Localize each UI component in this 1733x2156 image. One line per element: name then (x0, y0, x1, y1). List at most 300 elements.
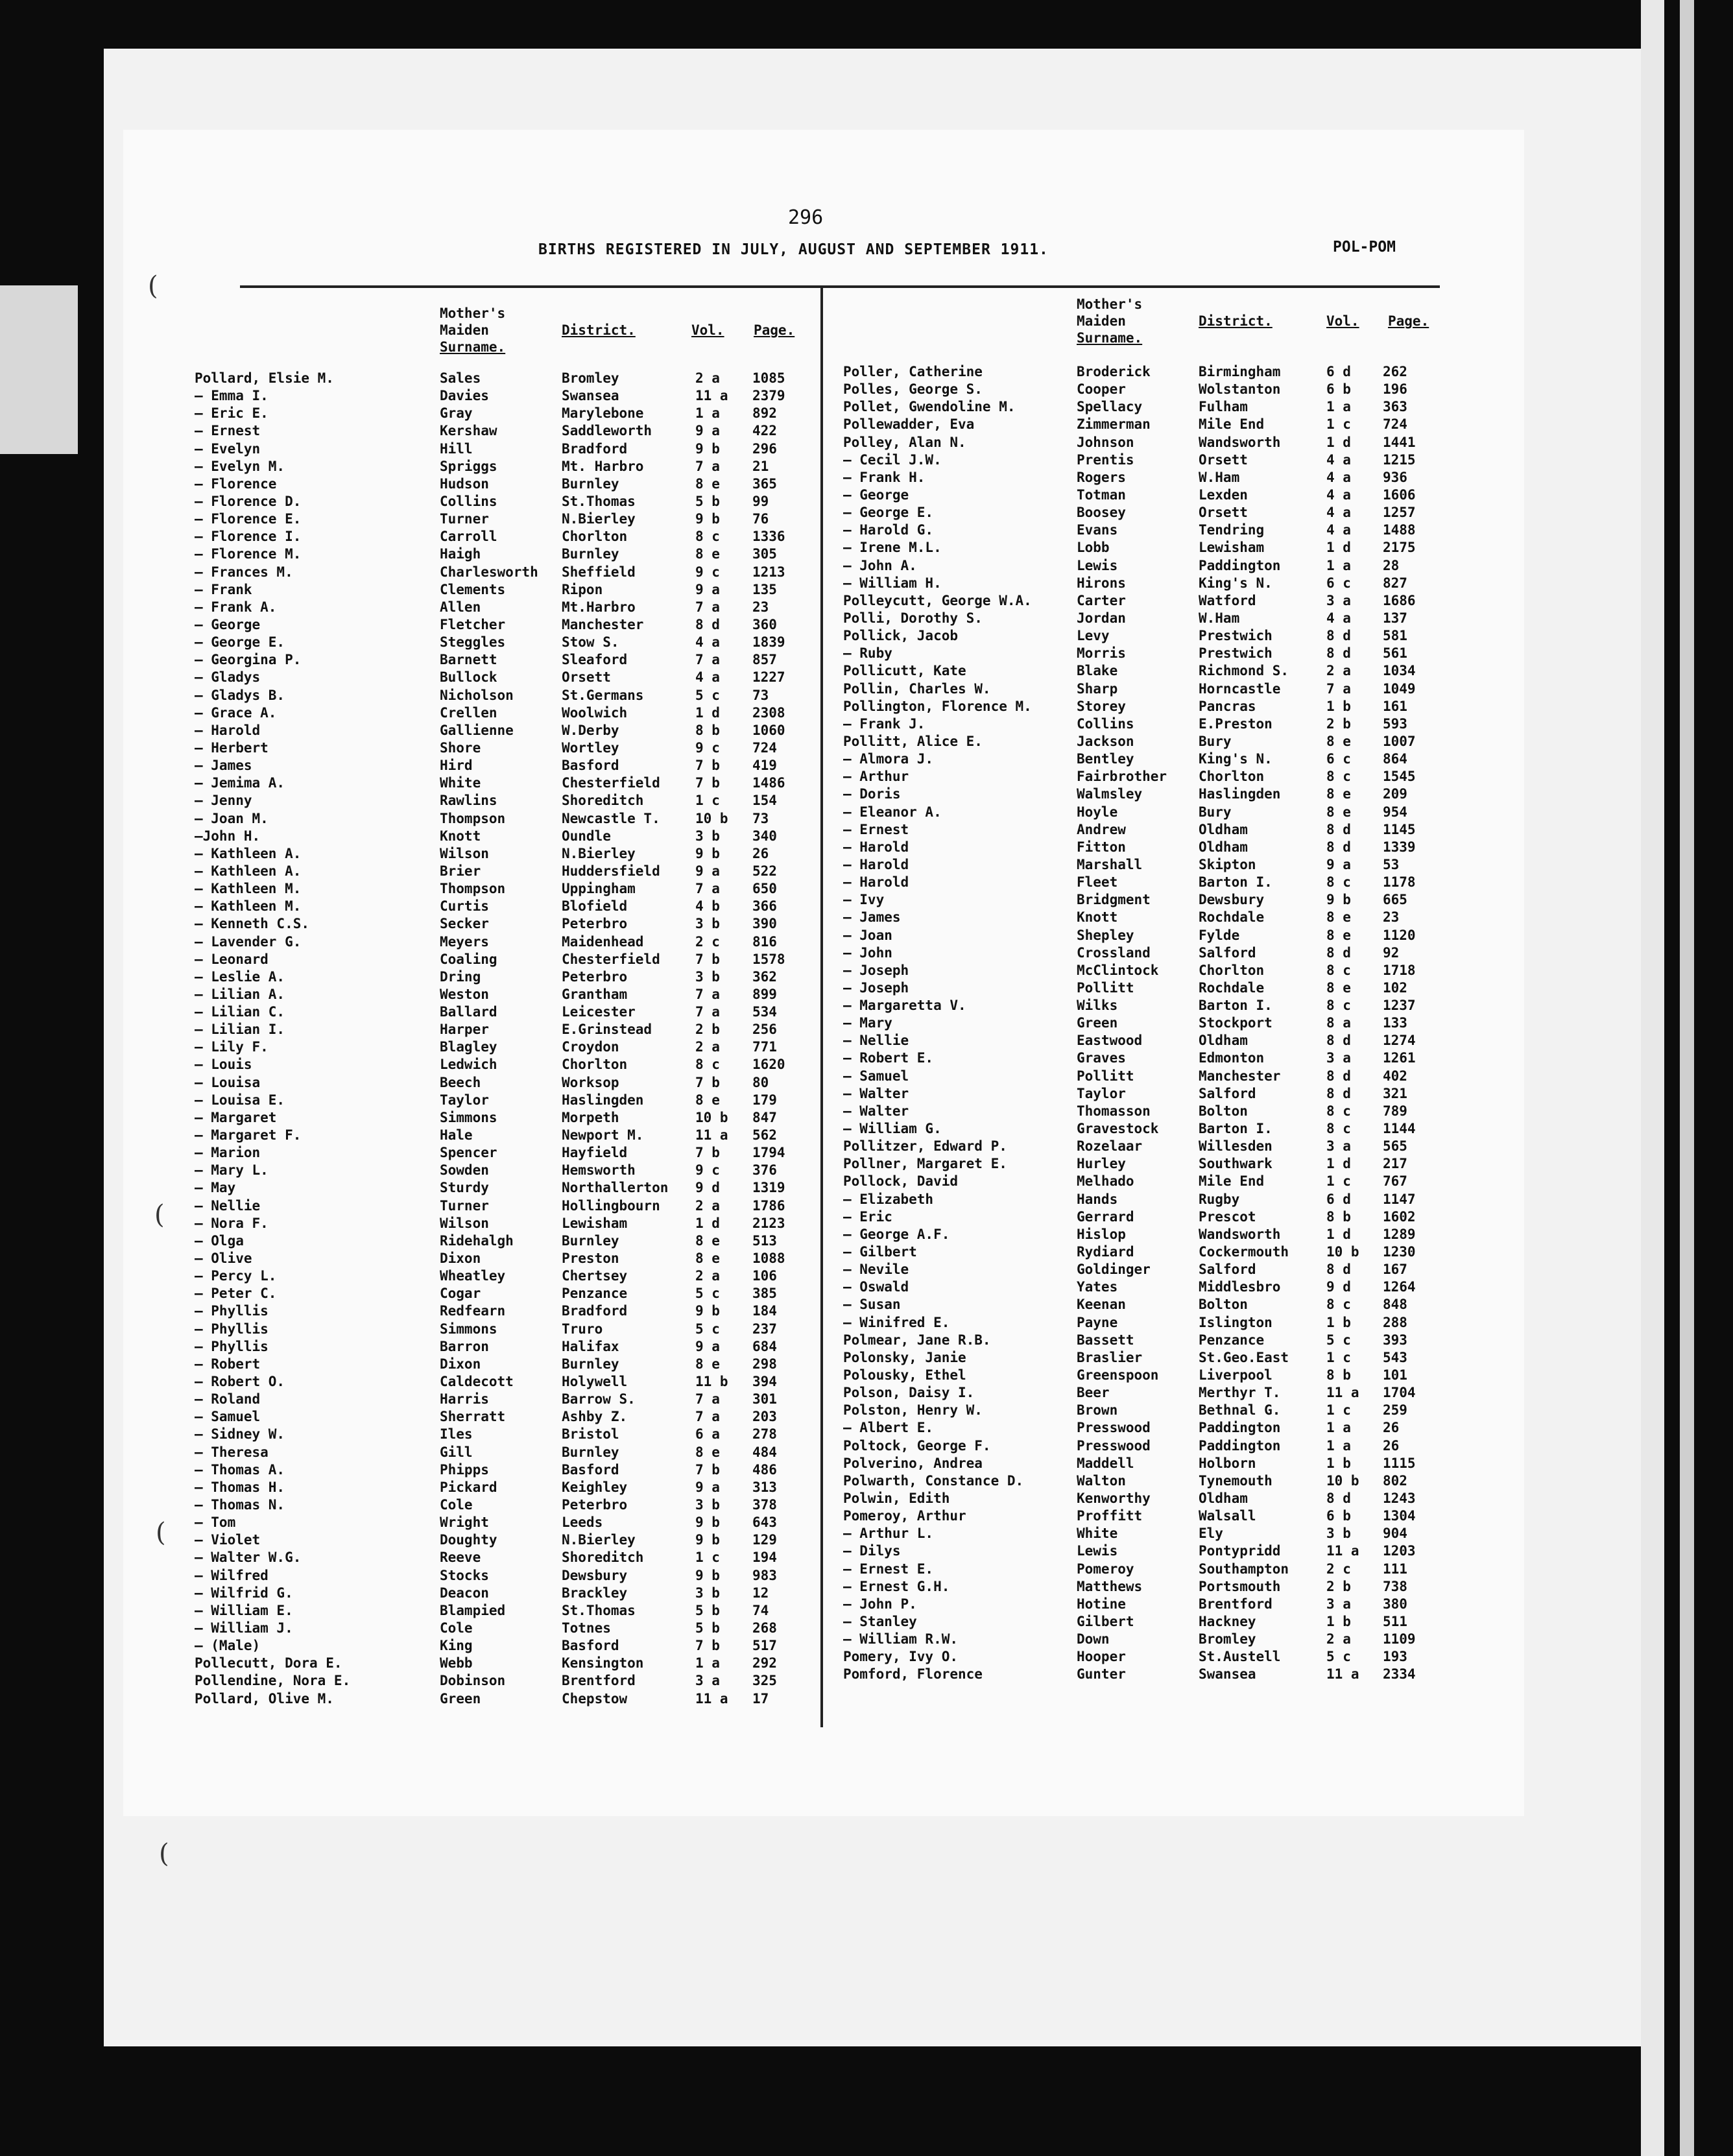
entry-name: Polston, Henry W. (843, 1402, 983, 1419)
entry-vol: 8 e (1326, 927, 1351, 943)
entry-vol: 2 a (695, 370, 720, 386)
entry-district: Woolwich (562, 704, 628, 721)
entry-page: 1007 (1383, 733, 1416, 749)
entry-maiden: Yates (1077, 1279, 1118, 1295)
entry-name: — Sidney W. (195, 1426, 285, 1443)
entry-district: Rugby (1199, 1191, 1240, 1207)
entry-page: 102 (1383, 979, 1407, 996)
entry-maiden: Harris (440, 1391, 489, 1407)
entry-page: 278 (752, 1426, 777, 1443)
entry-page: 1578 (752, 951, 785, 967)
entry-name: — Eric (843, 1208, 892, 1225)
entry-name: Poller, Catherine (843, 364, 983, 379)
entry-name: — George E. (843, 505, 934, 521)
entry-name: — Stanley (843, 1613, 917, 1629)
entry-name: — Theresa (195, 1444, 269, 1460)
entry-vol: 8 e (695, 546, 720, 562)
entry-vol: 8 e (1326, 804, 1351, 820)
entry-vol: 8 e (1326, 909, 1351, 926)
entry-name: — Georgina P. (195, 652, 302, 668)
entry-name: — Joseph (843, 962, 909, 978)
entry-name: — Robert E. (843, 1050, 934, 1066)
entry-page: 262 (1383, 364, 1407, 379)
entry-page: 1178 (1383, 874, 1416, 891)
entry-maiden: Iles (440, 1426, 473, 1443)
entry-name: Poltock, George F. (843, 1437, 991, 1454)
entry-page: 1486 (752, 775, 785, 791)
entry-name: — Margaret (195, 1109, 277, 1125)
entry-page: 193 (1383, 1649, 1407, 1665)
entry-page: 133 (1383, 1015, 1407, 1031)
entry-vol: 7 a (695, 599, 720, 615)
entry-maiden: Wright (440, 1515, 489, 1531)
entry-vol: 7 b (695, 1461, 720, 1478)
entry-maiden: Brown (1077, 1402, 1118, 1419)
entry-page: 378 (752, 1497, 777, 1513)
entry-page: 2379 (752, 388, 785, 404)
entry-vol: 7 a (695, 458, 720, 474)
entry-maiden: Weston (440, 986, 489, 1002)
entry-vol: 9 b (695, 845, 720, 861)
entry-name: — James (843, 909, 901, 926)
entry-maiden: Boosey (1077, 505, 1126, 521)
entry-maiden: Beech (440, 1074, 481, 1090)
entry-name: — Doris (843, 786, 901, 802)
entry-district: Saddleworth (562, 423, 652, 439)
entry-maiden: Hird (440, 758, 473, 774)
entry-maiden: Jordan (1077, 610, 1126, 626)
entry-page: 1034 (1383, 663, 1416, 679)
entry-page: 899 (752, 986, 777, 1002)
entry-maiden: Hands (1077, 1191, 1118, 1207)
entry-page: 74 (752, 1602, 769, 1618)
entry-name: — Arthur L. (843, 1526, 934, 1542)
entry-vol: 2 a (695, 1197, 720, 1214)
entry-district: Oldham (1199, 1491, 1248, 1506)
maiden-header-line3: Surname. (440, 339, 506, 355)
entry-district: Salford (1199, 1262, 1256, 1278)
entry-name: — Margaret F. (195, 1127, 302, 1144)
entry-name: — Wilfred (195, 1567, 269, 1583)
entry-vol: 1 b (1326, 1314, 1351, 1330)
entry-vol: 7 a (695, 1409, 720, 1425)
entry-page: 904 (1383, 1526, 1407, 1542)
entry-vol: 8 d (695, 616, 720, 632)
entry-district: Cockermouth (1199, 1244, 1289, 1260)
entry-name: Pollington, Florence M. (843, 698, 1032, 714)
entry-page: 847 (752, 1109, 777, 1125)
entry-name: — Nellie (843, 1033, 909, 1049)
entry-page: 1336 (752, 529, 785, 545)
header-rule (240, 285, 1440, 288)
entry-page: 402 (1383, 1068, 1407, 1084)
entry-page: 194 (752, 1550, 777, 1566)
entry-vol: 8 e (695, 1444, 720, 1460)
entry-district: Birmingham (1199, 364, 1281, 379)
entry-name: — Florence M. (195, 546, 302, 562)
entry-page: 517 (752, 1638, 777, 1654)
entry-page: 1718 (1383, 962, 1416, 978)
entry-name: — Susan (843, 1297, 901, 1313)
entry-vol: 1 b (1326, 1613, 1351, 1629)
entry-maiden: Sharp (1077, 680, 1118, 697)
entry-name: Pomford, Florence (843, 1666, 983, 1683)
entry-maiden: Collins (1077, 715, 1134, 732)
entry-vol: 4 a (1326, 610, 1351, 626)
entry-maiden: Taylor (1077, 1085, 1126, 1101)
entry-vol: 7 a (1326, 680, 1351, 697)
entry-vol: 3 a (1326, 1050, 1351, 1066)
entry-page: 1144 (1383, 1121, 1416, 1137)
entry-name: — Thomas H. (195, 1479, 285, 1495)
entry-district: Chorlton (1199, 962, 1265, 978)
entry-district: Lexden (1199, 486, 1248, 503)
entry-district: Willesden (1199, 1138, 1273, 1155)
entry-maiden: Gill (440, 1444, 473, 1460)
entry-maiden: Cooper (1077, 381, 1126, 398)
entry-maiden: Marshall (1077, 856, 1143, 872)
entry-maiden: Hurley (1077, 1156, 1126, 1172)
punch-mark: ( (154, 1200, 165, 1230)
entry-page: 111 (1383, 1561, 1407, 1577)
page-title: BIRTHS REGISTERED IN JULY, AUGUST AND SEPTEMBER 1911. (538, 241, 1049, 258)
entry-district: Halifax (562, 1338, 619, 1354)
entry-district: Dewsbury (1199, 892, 1265, 908)
entry-name: — Emma I. (195, 388, 269, 404)
entry-name: — John P. (843, 1596, 917, 1612)
entry-name: — Harold (843, 856, 909, 872)
entry-vol: 1 b (1326, 698, 1351, 714)
entry-name: — Eleanor A. (843, 804, 942, 820)
entry-district: Hemsworth (562, 1162, 636, 1179)
entry-maiden: Shepley (1077, 927, 1134, 943)
entry-district: Paddington (1199, 1420, 1281, 1436)
entry-page: 2123 (752, 1215, 785, 1231)
entry-vol: 10 b (695, 810, 728, 826)
entry-page: 376 (752, 1162, 777, 1179)
entry-name: — Gladys B. (195, 687, 285, 703)
entry-maiden: Gallienne (440, 722, 514, 738)
entry-district: Mile End (1199, 1173, 1265, 1190)
entry-name: — Harold (843, 839, 909, 855)
entry-maiden: Clements (440, 581, 506, 597)
entry-district: Leicester (562, 1004, 636, 1020)
entry-vol: 8 d (1326, 1068, 1351, 1084)
entry-page: 99 (752, 493, 769, 509)
entry-page: 511 (1383, 1613, 1407, 1629)
entry-page: 1120 (1383, 927, 1416, 943)
maiden-header-line3: Surname. (1077, 330, 1143, 346)
entry-vol: 8 c (1326, 998, 1351, 1014)
entry-name: Polwarth, Constance D. (843, 1472, 1024, 1489)
entry-page: 203 (752, 1409, 777, 1425)
entry-district: Mile End (1199, 416, 1265, 433)
entry-district: Mt.Harbro (562, 599, 636, 615)
entry-name: — Kenneth C.S. (195, 916, 310, 932)
entry-district: Totnes (562, 1620, 611, 1636)
entry-district: Northallerton (562, 1180, 669, 1196)
entry-district: Oldham (1199, 821, 1248, 837)
entry-page: 565 (1383, 1138, 1407, 1155)
entry-name: — Elizabeth (843, 1191, 934, 1207)
entry-maiden: Rawlins (440, 793, 497, 809)
entry-name: — Cecil J.W. (843, 451, 942, 468)
entry-vol: 1 a (1326, 557, 1351, 573)
entry-vol: 8 c (695, 1057, 720, 1073)
entry-page: 1115 (1383, 1455, 1416, 1471)
entry-page: 643 (752, 1515, 777, 1531)
entry-maiden: Hirons (1077, 575, 1126, 591)
entry-maiden: Nicholson (440, 687, 514, 703)
entry-page: 892 (752, 405, 777, 422)
entry-page: 2308 (752, 704, 785, 721)
entry-page: 196 (1383, 381, 1407, 398)
entry-district: Bromley (1199, 1631, 1256, 1647)
entry-district: Croydon (562, 1039, 619, 1055)
entry-vol: 8 d (1326, 1033, 1351, 1049)
entry-page: 313 (752, 1479, 777, 1495)
entry-vol: 11 a (1326, 1666, 1359, 1683)
entry-maiden: White (440, 775, 481, 791)
entry-name: — Florence (195, 475, 277, 492)
entry-name: — Joan (843, 927, 892, 943)
entry-maiden: Bentley (1077, 751, 1134, 767)
entry-vol: 8 b (695, 722, 720, 738)
entry-page: 167 (1383, 1262, 1407, 1278)
entry-page: 259 (1383, 1402, 1407, 1419)
entry-name: — Lily F. (195, 1039, 269, 1055)
entry-name: — Olive (195, 1251, 252, 1267)
entry-vol: 3 a (1326, 1596, 1351, 1612)
entry-maiden: Wilson (440, 845, 489, 861)
entry-name: Pollin, Charles W. (843, 680, 991, 697)
page-header-left (754, 322, 795, 339)
entry-name: — Harold (843, 874, 909, 891)
entry-district: St.Thomas (562, 1602, 636, 1618)
entry-maiden: Coaling (440, 951, 497, 967)
entry-vol: 3 a (1326, 1138, 1351, 1155)
entry-page: 1786 (752, 1197, 785, 1214)
entry-page: 268 (752, 1620, 777, 1636)
entry-vol: 1 d (1326, 1226, 1351, 1242)
entry-name: — Arthur (843, 769, 909, 785)
entry-name: Polmear, Jane R.B. (843, 1332, 991, 1348)
entry-district: Salford (1199, 1085, 1256, 1101)
entry-maiden: Walmsley (1077, 786, 1143, 802)
entry-page: 1261 (1383, 1050, 1416, 1066)
entry-page: 1213 (752, 564, 785, 580)
entry-maiden: Brier (440, 863, 481, 879)
entry-vol: 9 a (695, 581, 720, 597)
entry-district: Chesterfield (562, 775, 660, 791)
entry-page: 209 (1383, 786, 1407, 802)
entry-page: 340 (752, 828, 777, 844)
entry-page: 256 (752, 1022, 777, 1038)
entry-district: Hayfield (562, 1145, 628, 1161)
entry-name: Polousky, Ethel (843, 1367, 966, 1383)
entry-district: Skipton (1199, 856, 1256, 872)
entry-maiden: Kenworthy (1077, 1491, 1151, 1506)
entry-page: 1203 (1383, 1543, 1416, 1559)
entry-name: — George (843, 486, 909, 503)
entry-district: Orsett (562, 669, 611, 686)
entry-page: 26 (1383, 1437, 1400, 1454)
entry-name: — John (843, 944, 892, 961)
entry-name: — Marion (195, 1145, 261, 1161)
entry-name: — George E. (195, 634, 285, 651)
entry-name: — Louisa E. (195, 1092, 285, 1108)
entry-maiden: Knott (440, 828, 481, 844)
entry-page: 1257 (1383, 505, 1416, 521)
entry-name: — Samuel (843, 1068, 909, 1084)
entry-name: Pollicutt, Kate (843, 663, 966, 679)
entry-vol: 2 b (1326, 715, 1351, 732)
entry-vol: 2 a (1326, 663, 1351, 679)
entry-vol: 10 b (695, 1109, 728, 1125)
entry-maiden: Hooper (1077, 1649, 1126, 1665)
entry-maiden: Fletcher (440, 616, 506, 632)
entry-name: — Evelyn (195, 440, 261, 457)
entry-name: — Tom (195, 1515, 236, 1531)
entry-vol: 5 c (1326, 1332, 1351, 1348)
entry-maiden: Presswood (1077, 1420, 1151, 1436)
entry-district: Morpeth (562, 1109, 619, 1125)
entry-vol: 7 a (695, 881, 720, 897)
entry-vol: 5 c (695, 1286, 720, 1302)
entry-district: Blofield (562, 898, 628, 915)
entry-page: 217 (1383, 1156, 1407, 1172)
entry-district: Shoreditch (562, 1550, 644, 1566)
entry-vol: 6 a (695, 1426, 720, 1443)
entry-page: 684 (752, 1338, 777, 1354)
entry-vol: 9 b (1326, 892, 1351, 908)
entry-district: Paddington (1199, 1437, 1281, 1454)
entry-vol: 4 b (695, 898, 720, 915)
entry-vol: 4 a (695, 634, 720, 651)
entry-maiden: Eastwood (1077, 1033, 1143, 1049)
entry-maiden: Ledwich (440, 1057, 497, 1073)
entry-maiden: Zimmerman (1077, 416, 1151, 433)
entry-page: 1289 (1383, 1226, 1416, 1242)
entry-page: 816 (752, 933, 777, 950)
entry-district: Burnley (562, 1444, 619, 1460)
entry-name: — Margaretta V. (843, 998, 966, 1014)
entry-page: 1686 (1383, 592, 1416, 608)
entry-maiden: Rydiard (1077, 1244, 1134, 1260)
entry-page: 771 (752, 1039, 777, 1055)
page-number: 296 (788, 206, 824, 229)
entry-vol: 2 b (695, 1022, 720, 1038)
entry-vol: 1 c (1326, 1402, 1351, 1419)
entry-page: 581 (1383, 628, 1407, 644)
entry-page: 422 (752, 423, 777, 439)
entry-name: Pollard, Olive M. (195, 1690, 334, 1707)
entry-vol: 11 b (695, 1374, 728, 1390)
entry-name: — Albert E. (843, 1420, 934, 1436)
entry-name: — Mary (843, 1015, 892, 1031)
entry-maiden: Blampied (440, 1602, 506, 1618)
entry-district: King's N. (1199, 751, 1273, 767)
entry-maiden: Taylor (440, 1092, 489, 1108)
entry-district: Wandsworth (1199, 1226, 1281, 1242)
entry-vol: 5 c (695, 687, 720, 703)
entry-name: — Jemima A. (195, 775, 285, 791)
surname-range: POL-POM (1333, 239, 1396, 256)
entry-name: — Kathleen M. (195, 898, 302, 915)
entry-page: 12 (752, 1585, 769, 1601)
entry-vol: 4 a (1326, 522, 1351, 538)
entry-maiden: Fleet (1077, 874, 1118, 891)
entry-name: — Oswald (843, 1279, 909, 1295)
entry-district: Stow S. (562, 634, 619, 651)
entry-vol: 8 e (1326, 733, 1351, 749)
entry-page: 237 (752, 1321, 777, 1337)
entry-name: — Ruby (843, 645, 892, 662)
entry-maiden: Lewis (1077, 557, 1118, 573)
entry-name: — Eric E. (195, 405, 269, 422)
entry-vol: 9 a (695, 1479, 720, 1495)
entry-district: Hackney (1199, 1613, 1256, 1629)
entry-maiden: Allen (440, 599, 481, 615)
entry-district: Dewsbury (562, 1567, 628, 1583)
entry-district: Kensington (562, 1655, 644, 1671)
entry-district: Pontypridd (1199, 1543, 1281, 1559)
entry-page: 1274 (1383, 1033, 1416, 1049)
entry-name: — Olga (195, 1232, 244, 1249)
entry-name: Pollendine, Nora E. (195, 1673, 351, 1689)
entry-maiden: Ballard (440, 1004, 497, 1020)
entry-maiden: Sturdy (440, 1180, 489, 1196)
entry-vol: 6 d (1326, 364, 1351, 379)
entry-vol: 6 c (1326, 575, 1351, 591)
entry-page: 26 (1383, 1420, 1400, 1436)
film-edge-left (0, 285, 78, 454)
entry-vol: 8 d (1326, 839, 1351, 855)
entry-vol: 8 d (1326, 1491, 1351, 1506)
entry-maiden: Turner (440, 511, 489, 527)
entry-district: Burnley (562, 1356, 619, 1372)
entry-vol: 8 d (1326, 821, 1351, 837)
entry-page: 724 (752, 739, 777, 756)
entry-district: Hollingbourn (562, 1197, 660, 1214)
entry-district: Maidenhead (562, 933, 644, 950)
entry-maiden: Melhado (1077, 1173, 1134, 1190)
entry-vol: 1 c (1326, 416, 1351, 433)
entry-vol: 10 b (1326, 1244, 1359, 1260)
entry-page: 1060 (752, 722, 785, 738)
entry-vol: 4 a (695, 669, 720, 686)
district-header-text: District. (1199, 313, 1273, 329)
entry-vol: 8 c (1326, 1297, 1351, 1313)
entry-vol: 9 b (695, 1532, 720, 1548)
district-header-text: District. (562, 322, 636, 338)
entry-name: — Frank J. (843, 715, 926, 732)
entry-maiden: Rogers (1077, 469, 1126, 485)
entry-vol: 1 a (1326, 1437, 1351, 1454)
entry-page: 1602 (1383, 1208, 1416, 1225)
entry-district: Chorlton (1199, 769, 1265, 785)
entry-page: 390 (752, 916, 777, 932)
entry-district: Brentford (1199, 1596, 1273, 1612)
entry-page: 2334 (1383, 1666, 1416, 1683)
entry-page: 23 (1383, 909, 1400, 926)
entry-district: Bolton (1199, 1297, 1248, 1313)
entry-name: — Harold G. (843, 522, 934, 538)
entry-name: — Irene M.L. (843, 540, 942, 556)
entry-maiden: Proffitt (1077, 1508, 1143, 1524)
entry-page: 296 (752, 440, 777, 457)
entry-district: Penzance (1199, 1332, 1265, 1348)
